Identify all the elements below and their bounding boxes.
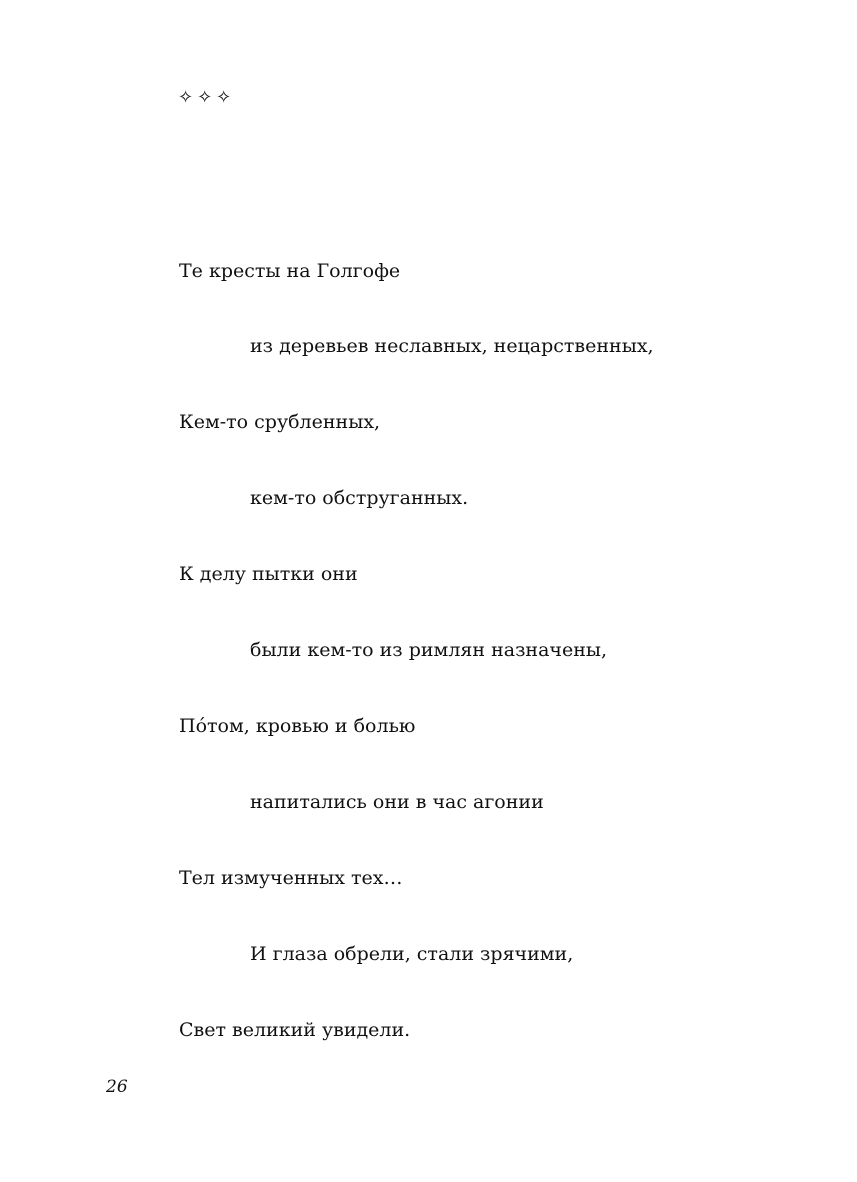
poem-line: кем-то обструганных. xyxy=(250,487,469,510)
poem-line: И глаза обрели, стали зрячими, xyxy=(250,942,574,965)
poem-line: К делу пытки они xyxy=(179,563,358,586)
section-ornament: ✧✧✧ xyxy=(178,87,236,108)
poem-line: По́том, кровью и болью xyxy=(179,714,416,737)
poem-line: Те кресты на Голгофе xyxy=(179,259,401,282)
poem-line: Тел измученных тех… xyxy=(179,866,403,889)
poem-line: из деревьев неславных, нецарственных, xyxy=(250,335,654,358)
poem-line: Кем-то срубленных, xyxy=(179,411,381,434)
poem-text xyxy=(179,208,654,1068)
poem-line: Свет великий увидели. xyxy=(179,1018,411,1041)
poem-line: были кем-то из римлян назначены, xyxy=(250,639,608,662)
page-number: 26 xyxy=(106,1077,128,1097)
poem-line: напитались они в час агонии xyxy=(250,790,544,813)
